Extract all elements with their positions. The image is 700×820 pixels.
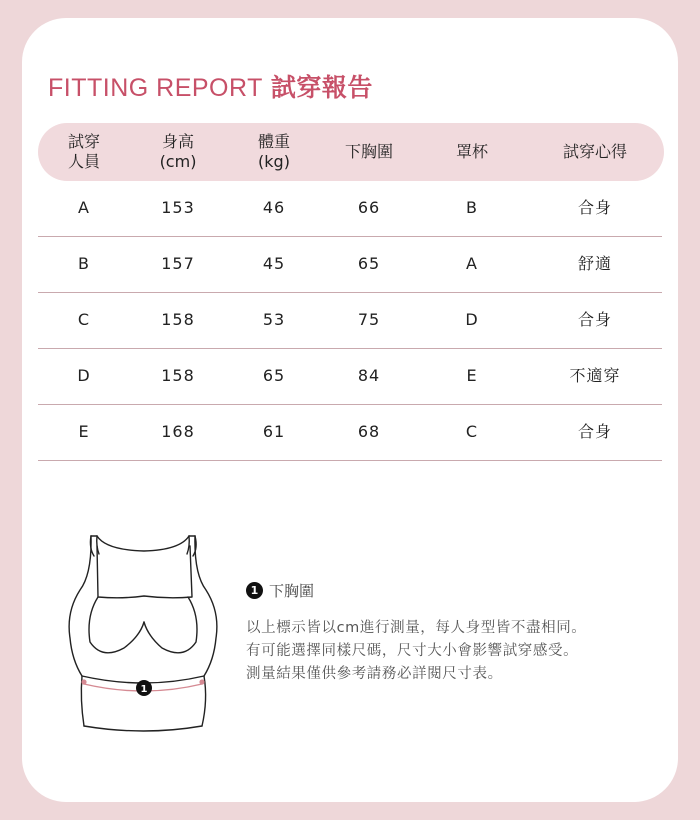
cell-height: 153 <box>161 198 195 217</box>
cell-height: 168 <box>161 422 195 441</box>
note-line-2: 有可能選擇同樣尺碼，尺寸大小會影響試穿感受。 <box>246 643 579 659</box>
cell-underbust: 75 <box>357 310 381 329</box>
table-row <box>38 348 662 405</box>
cell-height: 158 <box>161 366 195 385</box>
cell-feedback: 合身 <box>577 422 613 441</box>
page-title <box>48 68 373 104</box>
marker-1-label: 1 <box>140 684 148 695</box>
cell-feedback: 合身 <box>577 310 613 329</box>
header-underbust: 下胸圍 <box>344 142 394 161</box>
cell-underbust: 65 <box>357 254 381 273</box>
cell-height: 157 <box>161 254 195 273</box>
header-height: 身高 (cm) <box>159 132 197 171</box>
legend-underbust <box>246 580 314 601</box>
cell-feedback: 不適穿 <box>569 366 621 385</box>
cell-cup: B <box>466 198 478 217</box>
cell-height: 158 <box>161 310 195 329</box>
cell-cup: D <box>465 310 479 329</box>
header-cup: 罩杯 <box>455 142 489 161</box>
cell-tester: E <box>78 422 90 441</box>
cell-underbust: 68 <box>357 422 381 441</box>
cell-feedback: 舒適 <box>577 254 613 273</box>
header-weight: 體重 (kg) <box>257 132 291 171</box>
cell-cup: A <box>466 254 478 273</box>
cell-tester: B <box>78 254 90 273</box>
title-english: FITTING REPORT <box>48 74 263 102</box>
cell-feedback: 合身 <box>577 198 613 217</box>
cell-tester: A <box>78 198 90 217</box>
table-row <box>38 236 662 293</box>
title-chinese: 試穿報告 <box>270 73 373 102</box>
cell-underbust: 84 <box>357 366 381 385</box>
cell-tester: D <box>77 366 91 385</box>
table-header <box>38 123 664 181</box>
bra-top-outline-icon <box>62 530 232 735</box>
cell-weight: 61 <box>262 422 286 441</box>
table-row <box>38 292 662 349</box>
cell-weight: 45 <box>262 254 286 273</box>
header-feedback: 試穿心得 <box>562 142 628 161</box>
note-line-3: 測量結果僅供參考請務必詳閱尺寸表。 <box>246 666 503 682</box>
legend-label: 下胸圍 <box>269 582 315 600</box>
table-row <box>38 404 662 461</box>
cell-weight: 53 <box>262 310 286 329</box>
cell-tester: C <box>77 310 91 329</box>
cell-underbust: 66 <box>357 198 381 217</box>
cell-cup: C <box>465 422 479 441</box>
cell-weight: 65 <box>262 366 286 385</box>
legend-marker-icon: 1 <box>246 582 263 599</box>
cell-weight: 46 <box>262 198 286 217</box>
cell-cup: E <box>466 366 478 385</box>
header-tester: 試穿 人員 <box>67 132 101 171</box>
table-row <box>38 180 662 237</box>
note-line-1: 以上標示皆以cm進行測量，每人身型皆不盡相同。 <box>246 620 587 636</box>
measurement-note <box>246 617 586 686</box>
